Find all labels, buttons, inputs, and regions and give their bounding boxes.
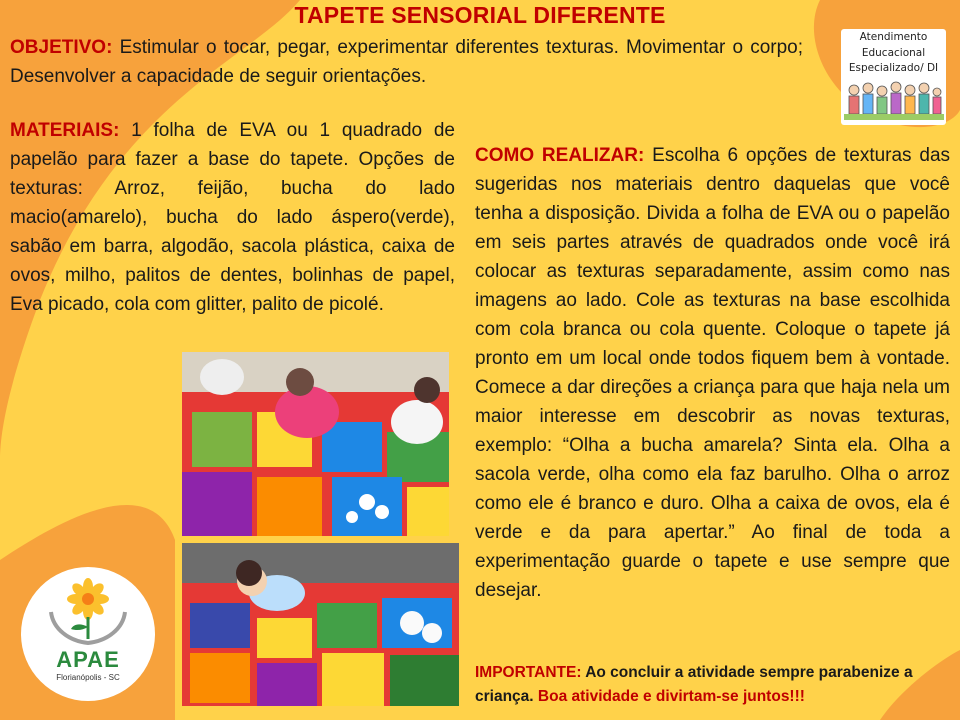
badge-line-2: Educacional	[861, 46, 926, 59]
materiais-text: 1 folha de EVA ou 1 quadrado de papelão para fazer a base do tapete. Opções de texturas: Arroz, feijão, bucha do lado macio(amarelo), bucha do lado áspero(verde), sabão em barra, algodão, sacola plástica, caixa de ovos, milho, palitos de dentes, bolinhas de papel, Eva picado, cola com glitter, palito de picolé.	[10, 120, 455, 315]
objetivo-label: OBJETIVO:	[10, 37, 113, 58]
importante-text: Ao concluir a atividade sempre parabenize a criança.	[475, 664, 913, 705]
como-realizar-paragraph	[475, 141, 950, 605]
sunflower-hands-icon	[21, 567, 155, 647]
materiais-label: MATERIAIS:	[10, 120, 120, 141]
page-title: TAPETE SENSORIAL DIFERENTE	[294, 2, 666, 28]
como-realizar-text: Escolha 6 opções de texturas das sugeridas nos materiais dentro daquelas que você tenha a disposição. Divida a folha de EVA ou o papelão em seis partes através de quadrados onde você irá colocar as texturas separadamente, assim como nas imagens ao lado. Cole as texturas na base escolhida com cola branca ou cola quente. Coloque o tapete já pronto em um local onde todos fiquem bem à vontade. Comece a dar direções a criança para que haja nela um maior interesse em descobrir as novas texturas, exemplo: “Olha a bucha amarela? Sinta ela. Olha a sacola verde, olha como ela faz barulho. Olha o arroz como ele é branco e duro. Olha a caixa de ovos, ela é verde e da para apertar.” Ao final de toda a experimentação guarde o tapete e use sempre que desejar.	[475, 145, 951, 601]
importante-label: IMPORTANTE:	[475, 664, 582, 681]
objetivo-paragraph	[10, 33, 803, 91]
closing-text: Boa atividade e divirtam-se juntos!!!	[537, 688, 805, 705]
apae-city: Florianópolis - SC	[56, 673, 120, 682]
apae-name: APAE	[56, 647, 120, 672]
children-illustration	[844, 76, 944, 126]
aee-badge	[841, 29, 946, 125]
badge-line-3: Especializado/ DI	[848, 62, 939, 74]
materiais-paragraph	[10, 116, 455, 319]
badge-line-1: Atendimento	[859, 31, 928, 43]
photo-baby-on-mat	[182, 543, 459, 706]
apae-logo	[21, 567, 155, 701]
photo-children-on-mat	[182, 352, 449, 536]
objetivo-text: Estimular o tocar, pegar, experimentar diferentes texturas. Movimentar o corpo; Desenvolver a capacidade de seguir orientações.	[10, 37, 804, 87]
como-realizar-label: COMO REALIZAR:	[475, 145, 645, 166]
importante-paragraph	[475, 661, 950, 709]
